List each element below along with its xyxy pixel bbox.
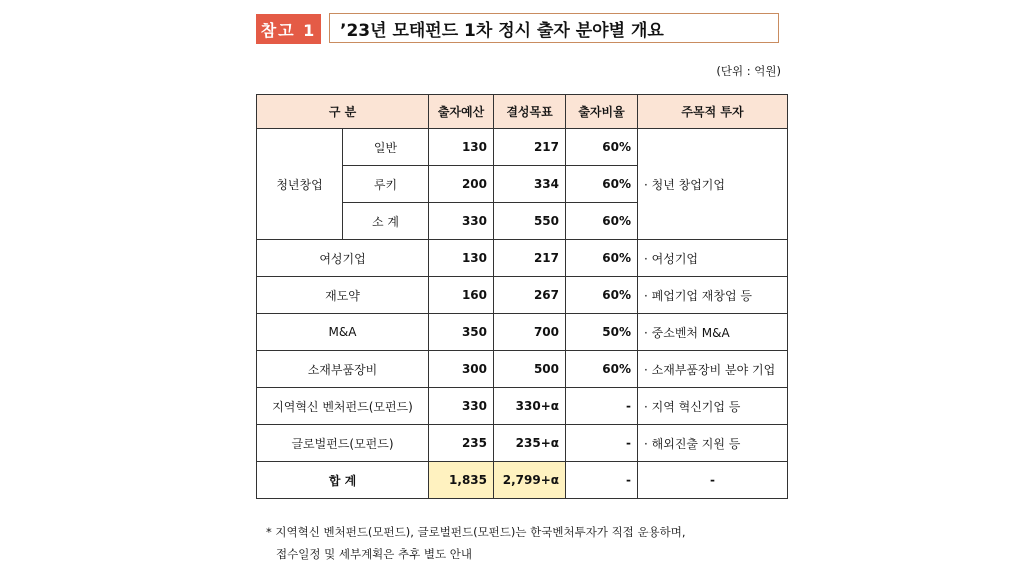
- fund-allocation-table: [256, 94, 788, 499]
- purpose-cell: · 해외진출 지원 등: [638, 425, 788, 462]
- unit-label: (단위 : 억원): [716, 64, 781, 78]
- header-budget: 출자예산: [429, 95, 494, 129]
- reference-badge: 참고 1: [256, 14, 321, 44]
- ratio-cell: 60%: [566, 203, 638, 240]
- header-purpose: 주목적 투자: [638, 95, 788, 129]
- sub-category: 루키: [343, 166, 429, 203]
- ratio-cell: 60%: [566, 166, 638, 203]
- table-row: [257, 388, 788, 425]
- page-title: [329, 13, 779, 43]
- budget-cell: 330: [429, 203, 494, 240]
- budget-cell: 235: [429, 425, 494, 462]
- target-cell: 550: [494, 203, 566, 240]
- total-budget: 1,835: [429, 462, 494, 499]
- category-cell: 여성기업: [257, 240, 429, 277]
- table-row: [257, 351, 788, 388]
- category-cell: 소재부품장비: [257, 351, 429, 388]
- total-label: 합 계: [257, 462, 429, 499]
- table-row: [257, 240, 788, 277]
- header-target: 결성목표: [494, 95, 566, 129]
- category-cell: 지역혁신 벤처펀드(모펀드): [257, 388, 429, 425]
- ratio-cell: 60%: [566, 351, 638, 388]
- total-row: [257, 462, 788, 499]
- sub-category: 소 계: [343, 203, 429, 240]
- category-cell: M&A: [257, 314, 429, 351]
- sub-category: 일반: [343, 129, 429, 166]
- ratio-cell: -: [566, 425, 638, 462]
- table-row: [257, 425, 788, 462]
- ratio-cell: 60%: [566, 277, 638, 314]
- target-cell: 330+α: [494, 388, 566, 425]
- purpose-cell: · 지역 혁신기업 등: [638, 388, 788, 425]
- category-cell: 재도약: [257, 277, 429, 314]
- ratio-cell: -: [566, 388, 638, 425]
- footnote-line-1: * 지역혁신 벤처펀드(모펀드), 글로벌펀드(모펀드)는 한국벤처투자가 직접 운용하며,: [266, 525, 686, 539]
- table-row: [257, 314, 788, 351]
- purpose-cell: · 소재부품장비 분야 기업: [638, 351, 788, 388]
- budget-cell: 330: [429, 388, 494, 425]
- purpose-cell: · 폐업기업 재창업 등: [638, 277, 788, 314]
- purpose-cell: · 청년 창업기업: [638, 129, 788, 240]
- budget-cell: 200: [429, 166, 494, 203]
- target-cell: 217: [494, 240, 566, 277]
- target-cell: 267: [494, 277, 566, 314]
- target-cell: 235+α: [494, 425, 566, 462]
- footnote: [266, 521, 686, 565]
- budget-cell: 300: [429, 351, 494, 388]
- total-purpose: -: [638, 462, 788, 499]
- header-ratio: 출자비율: [566, 95, 638, 129]
- purpose-cell: · 여성기업: [638, 240, 788, 277]
- youth-group-label: 청년창업: [257, 129, 343, 240]
- ratio-cell: 60%: [566, 129, 638, 166]
- table-header-row: [257, 95, 788, 129]
- ratio-cell: 50%: [566, 314, 638, 351]
- target-cell: 217: [494, 129, 566, 166]
- page-title-text: ’23년 모태펀드 1차 정시 출자 분야별 개요: [340, 20, 664, 41]
- purpose-cell: · 중소벤처 M&A: [638, 314, 788, 351]
- table-row: [257, 129, 788, 166]
- ratio-cell: 60%: [566, 240, 638, 277]
- footnote-line-2: 접수일정 및 세부계획은 추후 별도 안내: [276, 547, 473, 561]
- total-target: 2,799+α: [494, 462, 566, 499]
- target-cell: 334: [494, 166, 566, 203]
- budget-cell: 130: [429, 240, 494, 277]
- target-cell: 500: [494, 351, 566, 388]
- target-cell: 700: [494, 314, 566, 351]
- total-ratio: -: [566, 462, 638, 499]
- category-cell: 글로벌펀드(모펀드): [257, 425, 429, 462]
- table-row: [257, 277, 788, 314]
- budget-cell: 350: [429, 314, 494, 351]
- header-category: 구 분: [257, 95, 429, 129]
- budget-cell: 160: [429, 277, 494, 314]
- budget-cell: 130: [429, 129, 494, 166]
